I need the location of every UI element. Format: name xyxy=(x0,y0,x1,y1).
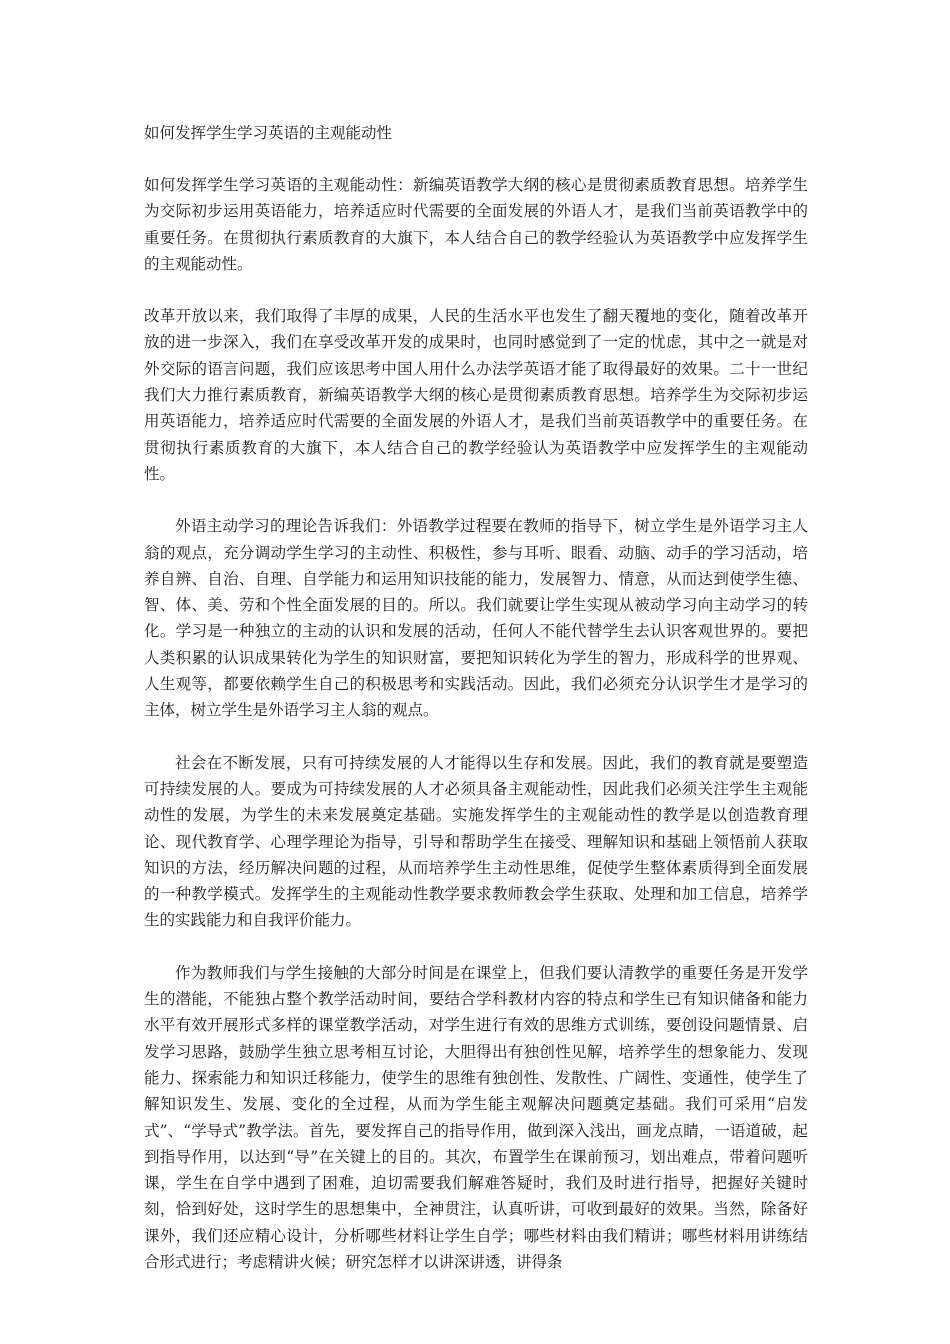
paragraph-theory: 外语主动学习的理论告诉我们：外语教学过程要在教师的指导下，树立学生是外语学习主人翁的观点，充分调动学生学习的主动性、积极性，参与耳听、眼看、动脑、动手的学习活动，培养自辨、自治、自理、自学能力和运用知识技能的能力，发展智力、情意，从而达到使学生德、智、体、美、劳和个性全面发展的目的。所以。我们就要让学生实现从被动学习向主动学习的转化。学习是一种独立的主动的认识和发展的活动，任何人不能代替学生去认识客观世界的。要把人类积累的认识成果转化为学生的知识财富，要把知识转化为学生的智力，形成科学的世界观、人生观等，都要依赖学生自己的积极思考和实践活动。因此，我们必须充分认识学生才是学习的主体，树立学生是外语学习主人翁的观点。 xyxy=(144,517,808,720)
paragraph-society: 社会在不断发展，只有可持续发展的人才能得以生存和发展。因此，我们的教育就是要塑造可持续发展的人。要成为可持续发展的人才必须具备主观能动性，因此我们必须关注学生主观能动性的发展，为学生的未来发展奠定基础。实施发挥学生的主观能动性的教学是以创造教育理论、现代教育学、心理学理论为指导，引导和帮助学生在接受、理解知识和基础上领悟前人获取知识的方法，经历解决问题的过程，从而培养学生主动性思维，促使学生整体素质得到全面发展的一种教学模式。发挥学生的主观能动性教学要求教师教会学生获取、处理和加工信息，培养学生的实践能力和自我评价能力。 xyxy=(144,753,808,930)
spacer xyxy=(144,277,808,303)
spacer xyxy=(144,146,808,172)
spacer xyxy=(144,934,808,960)
paragraph-teacher: 作为教师我们与学生接触的大部分时间是在课堂上，但我们要认清教学的重要任务是开发学生的潜能，不能独占整个教学活动时间，要结合学科教材内容的特点和学生已有知识储备和能力水平有效开展形式多样的课堂教学活动，对学生进行有效的思维方式训练，要创设问题情景、启发学习思路，鼓励学生独立思考相互讨论，大胆得出有独创性见解，培养学生的想象能力、发现能力、探索能力和知识迁移能力，使学生的思维有独创性、发散性、广阔性、变通性，使学生了解知识发生、发展、变化的全过程，从而为学生能主观解决问题奠定基础。我们可采用“启发式”、“学导式”教学法。首先，要发挥自己的指导作用，做到深入浅出，画龙点睛，一语道破，起到指导作用，以达到“导”在关键上的目的。其次，布置学生在课前预习，划出难点，带着问题听课，学生在自学中遇到了困难，迫切需要我们解难答疑时，我们及时进行指导，把握好关键时刻，恰到好处，这时学生的思想集中，全神贯注，认真听讲，可收到最好的效果。当然，除备好课外，我们还应精心设计，分析哪些材料让学生自学；哪些材料由我们精讲；哪些材料用讲练结合形式进行；考虑精讲火候；研究怎样才以讲深讲透，讲得条 xyxy=(144,963,808,1271)
spacer xyxy=(144,724,808,750)
document-page xyxy=(144,120,808,1275)
document-title: 如何发挥学生学习英语的主观能动性 xyxy=(144,124,393,142)
paragraph-reform: 改革开放以来，我们取得了丰厚的成果，人民的生活水平也发生了翻天覆地的变化，随着改革开放的进一步深入，我们在享受改革开发的成果时，也同时感觉到了一定的忧虑，其中之一就是对外交际的语言问题，我们应该思考中国人用什么办法学英语才能了取得最好的效果。二十一世纪我们大力推行素质教育，新编英语教学大纲的核心是贯彻素质教育思想。培养学生为交际初步运用英语能力，培养适应时代需要的全面发展的外语人才，是我们当前英语教学中的重要任务。在贯彻执行素质教育的大旗下，本人结合自己的教学经验认为英语教学中应发挥学生的主观能动性。 xyxy=(144,307,808,483)
paragraph-intro: 如何发挥学生学习英语的主观能动性：新编英语教学大纲的核心是贯彻素质教育思想。培养学生为交际初步运用英语能力，培养适应时代需要的全面发展的外语人才，是我们当前英语教学中的重要任务。在贯彻执行素质教育的大旗下，本人结合自己的教学经验认为英语教学中应发挥学生的主观能动性。 xyxy=(144,176,808,273)
spacer xyxy=(144,487,808,513)
